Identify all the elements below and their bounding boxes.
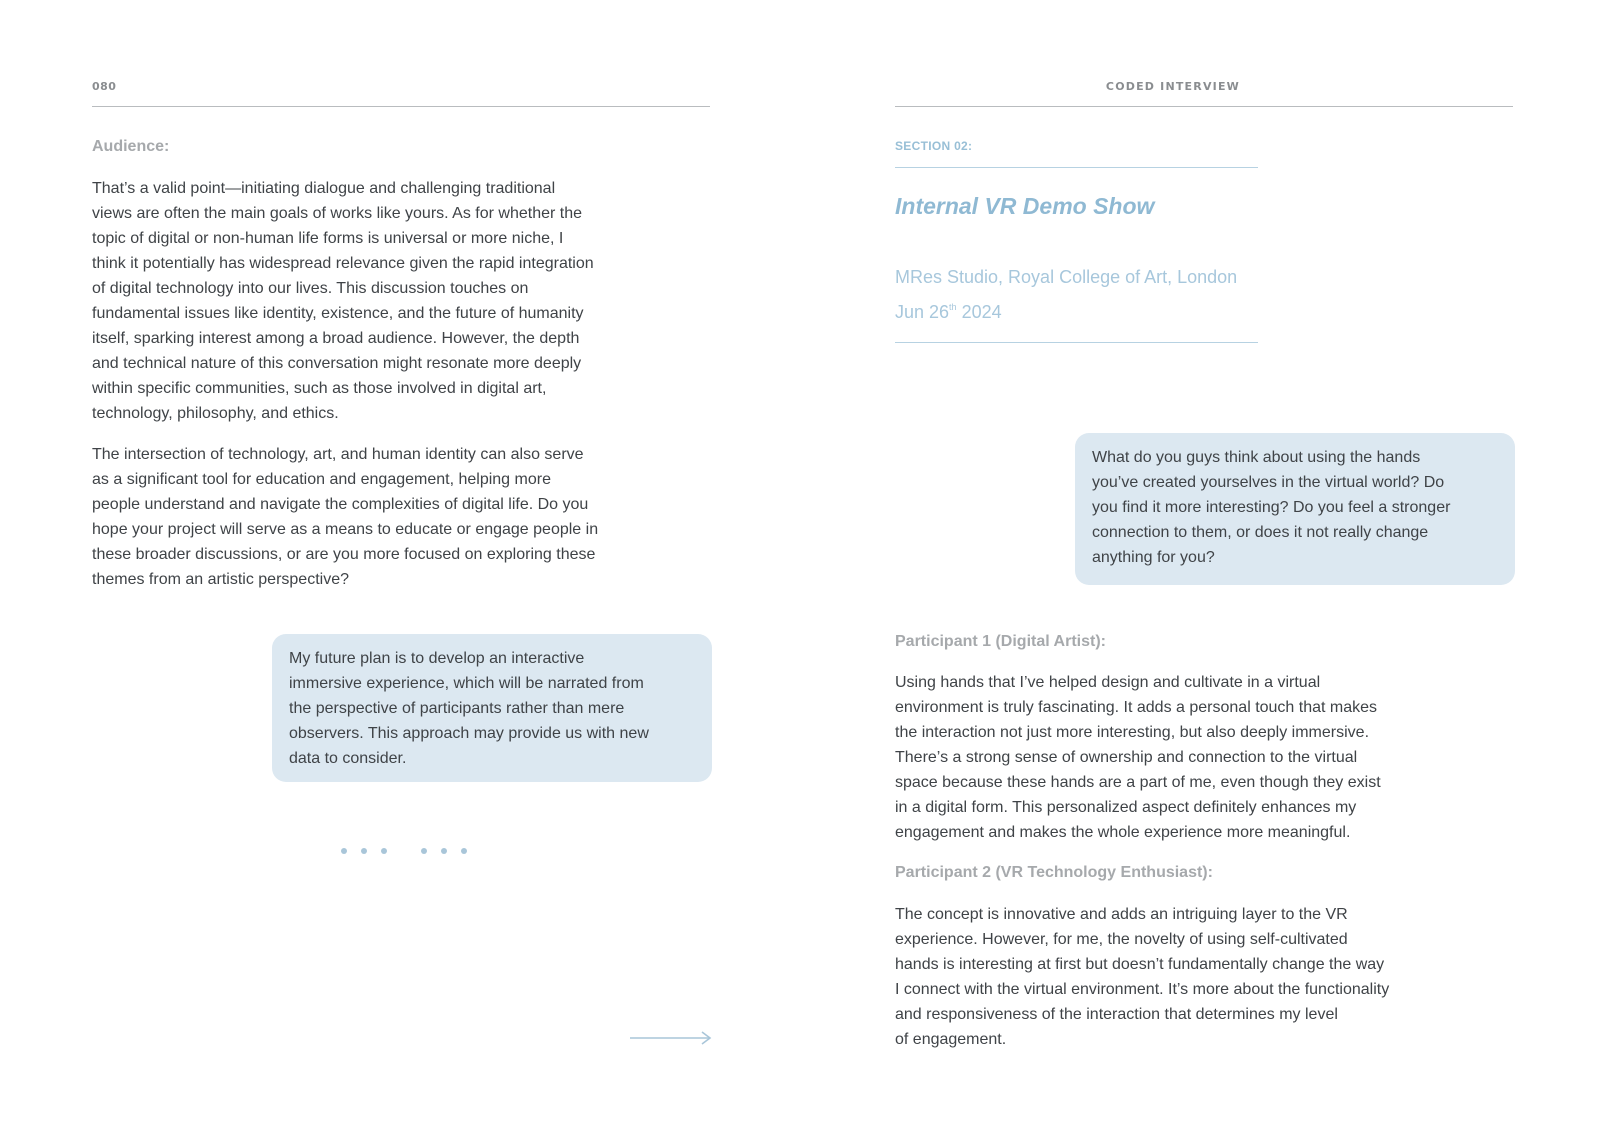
text-line: think it potentially has widespread relevance given the rapid integration [92,255,594,272]
text-line: I connect with the virtual environment. It’s more about the functionality [895,981,1390,998]
text-line: observers. This approach may provide us with new [289,725,649,742]
running-head: CODED INTERVIEW [1105,80,1240,93]
section-label: SECTION 02: [895,139,973,153]
header-rule [92,106,710,107]
reply-bubble [272,634,712,782]
header-rule [895,106,1513,107]
text-line: people understand and navigate the complexities of digital life. Do you [92,496,589,513]
text-line: The concept is innovative and adds an intriguing layer to the VR [895,906,1348,923]
text-line: itself, sparking interest among a broad audience. However, the depth [92,330,580,347]
text-line: That’s a valid point—initiating dialogue and challenging traditional [92,180,556,197]
text-line: connection to them, or does it not really change [1092,524,1429,541]
text-line: themes from an artistic perspective? [92,571,349,588]
audience-paragraph-2 [92,442,598,592]
text-line: There’s a strong sense of ownership and connection to the virtual [895,749,1358,766]
venue-text: MRes Studio, Royal College of Art, London [895,267,1238,287]
ellipsis-dots-icon [341,848,481,854]
text-line: you’ve created yourselves in the virtual world? Do [1092,474,1445,491]
text-line: in a digital form. This personalized aspect definitely enhances my [895,799,1357,816]
page-number: 080 [92,80,117,93]
text-line: technology, philosophy, and ethics. [92,405,339,422]
audience-paragraph-1 [92,176,594,426]
participant-1-response [895,670,1381,845]
text-line: and technical nature of this conversation might resonate more deeply [92,355,582,372]
section-rule-top [895,167,1258,168]
text-line: as a significant tool for education and engagement, helping more [92,471,551,488]
text-line: the interaction not just more interesting, but also deeply immersive. [895,724,1370,741]
participant-2-label: Participant 2 (VR Technology Enthusiast): [895,864,1213,881]
text-line: within specific communities, such as those involved in digital art, [92,380,547,397]
section-rule-bottom [895,342,1258,343]
event-date: Jun 26th 2024 [895,302,1002,322]
text-line: topic of digital or non-human life forms is universal or more niche, I [92,230,564,247]
text-line: anything for you? [1092,549,1215,566]
question-bubble [1075,433,1515,585]
text-line: hope your project will serve as a means to educate or engage people in [92,521,599,538]
text-line: and responsiveness of the interaction that determines my level [895,1006,1338,1023]
text-line: environment is truly fascinating. It adds a personal touch that makes [895,699,1378,716]
text-line: fundamental issues like identity, existence, and the future of humanity [92,305,584,322]
text-line: Using hands that I’ve helped design and cultivate in a virtual [895,674,1321,691]
text-line: experience. However, for me, the novelty of using self-cultivated [895,931,1348,948]
participant-2-response [895,902,1389,1052]
text-line: immersive experience, which will be narrated from [289,675,644,692]
text-line: engagement and makes the whole experience more meaningful. [895,824,1351,841]
text-line: you find it more interesting? Do you feel a stronger [1092,499,1451,516]
text-line: What do you guys think about using the hands [1092,449,1421,466]
text-line: My future plan is to develop an interactive [289,650,585,667]
right-page [800,0,1600,1135]
text-line: hands is interesting at first but doesn’t fundamentally change the way [895,956,1385,973]
text-line: views are often the main goals of works like yours. As for whether the [92,205,583,222]
text-line: the perspective of participants rather than mere [289,700,625,717]
text-line: of digital technology into our lives. This discussion touches on [92,280,529,297]
text-line: of engagement. [895,1031,1007,1048]
text-line: data to consider. [289,750,407,767]
participant-1-label: Participant 1 (Digital Artist): [895,633,1106,650]
text-line: these broader discussions, or are you more focused on exploring these [92,546,596,563]
text-line: The intersection of technology, art, and human identity can also serve [92,446,584,463]
arrow-right-icon[interactable] [630,1029,712,1047]
venue-block [895,262,1237,327]
text-line: space because these hands are a part of me, even though they exist [895,774,1381,791]
audience-label: Audience: [92,138,170,155]
section-title: Internal VR Demo Show [895,193,1155,219]
